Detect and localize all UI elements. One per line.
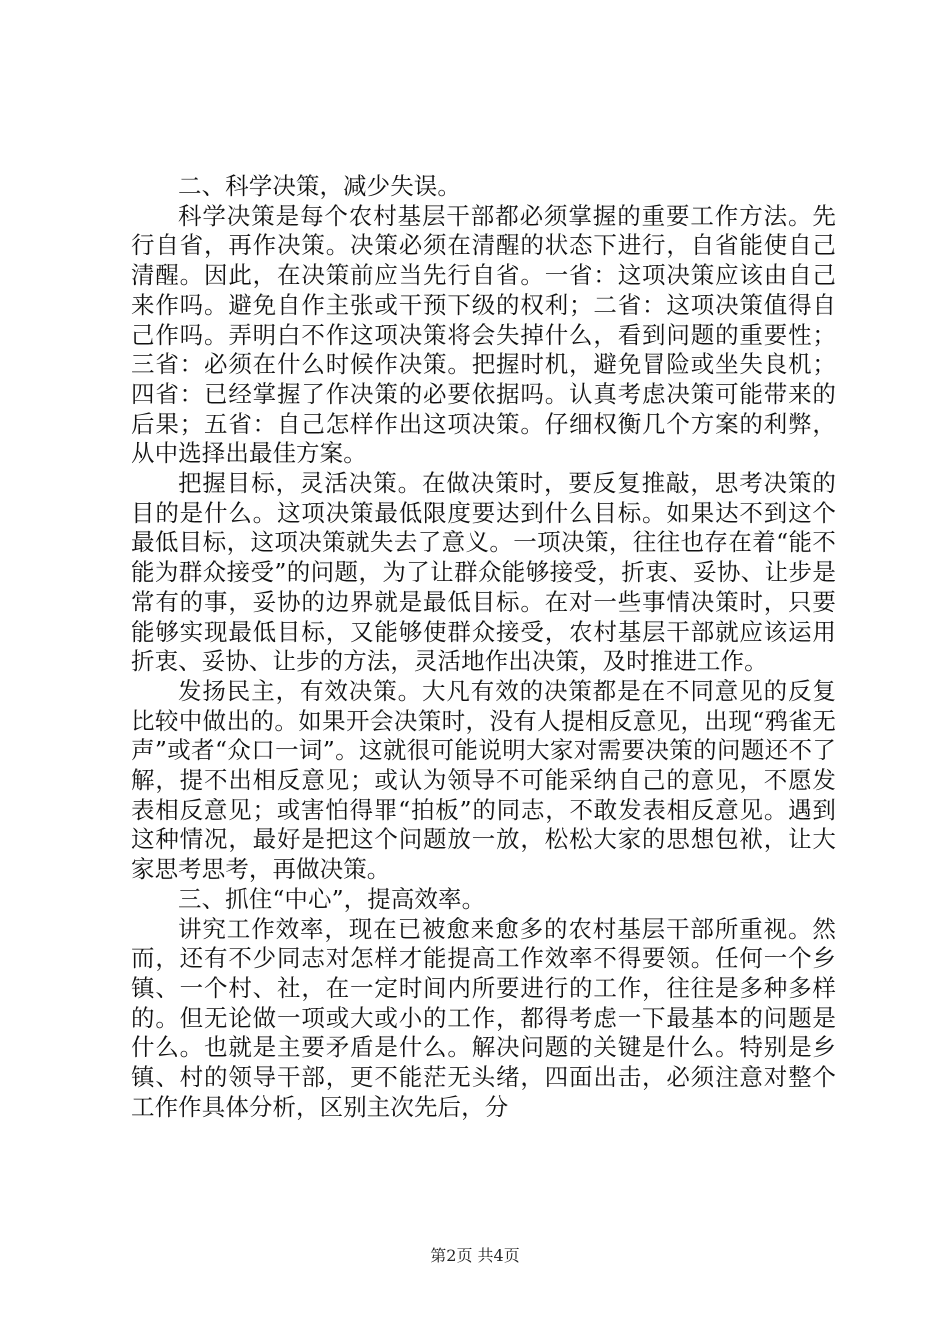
paragraph-grasp-target: 把握目标，灵活决策。在做决策时，要反复推敲，思考决策的目的是什么。这项决策最低限度要达到什么目标。如果达不到这个最低目标，这项决策就失去了意义。一项决策，往往也存在着“能不能为群众接受”的问题，为了让群众能够接受，折衷、妥协、让步是常有的事，妥协的边界就是最低目标。在对一些事情决策时，只要能够实现最低目标，又能够使群众接受，农村基层干部就应该运用折衷、妥协、让步的方法，灵活地作出决策，及时推进工作。: [131, 469, 836, 676]
paragraph-democracy: 发扬民主，有效决策。大凡有效的决策都是在不同意见的反复比较中做出的。如果开会决策时，没有人提相反意见，出现“鸦雀无声”或者“众口一词”。这就很可能说明大家对需要决策的问题还不了解，提不出相反意见；或认为领导不可能采纳自己的意见，不愿发表相反意见；或害怕得罪“拍板”的同志，不敢发表相反意见。遇到这种情况，最好是把这个问题放一放，松松大家的思想包袱，让大家思考思考，再做决策。: [131, 676, 836, 884]
section-heading-3: 三、抓住“中心”，提高效率。: [178, 884, 486, 913]
paragraph-scientific-decision: 科学决策是每个农村基层干部都必须掌握的重要工作方法。先行自省，再作决策。决策必须在清醒的状态下进行，自省能使自己清醒。因此，在决策前应当先行自省。一省：这项决策应该由自己来作吗。避免自作主张或干预下级的权利；二省：这项决策值得自己作吗。弄明白不作这项决策将会失掉什么，看到问题的重要性；三省：必须在什么时候作决策。把握时机，避免冒险或坐失良机；四省：已经掌握了作决策的必要依据吗。认真考虑决策可能带来的后果；五省：自己怎样作出这项决策。仔细权衡几个方案的利弊，从中选择出最佳方案。: [131, 201, 836, 468]
paragraph-efficiency: 讲究工作效率，现在已被愈来愈多的农村基层干部所重视。然而，还有不少同志对怎样才能提高工作效率不得要领。任何一个乡镇、一个村、社，在一定时间内所要进行的工作，往往是多种多样的。但无论做一项或大或小的工作，都得考虑一下最基本的问题是什么。也就是主要矛盾是什么。解决问题的关键是什么。特别是乡镇、村的领导干部，更不能茫无头绪，四面出击，必须注意对整个工作作具体分析，区别主次先后，分: [131, 914, 836, 1121]
page-footer: 第2页 共4页: [430, 1246, 520, 1265]
document-body: [131, 172, 836, 1123]
section-heading-2: 二、科学决策，减少失误。: [178, 172, 461, 200]
